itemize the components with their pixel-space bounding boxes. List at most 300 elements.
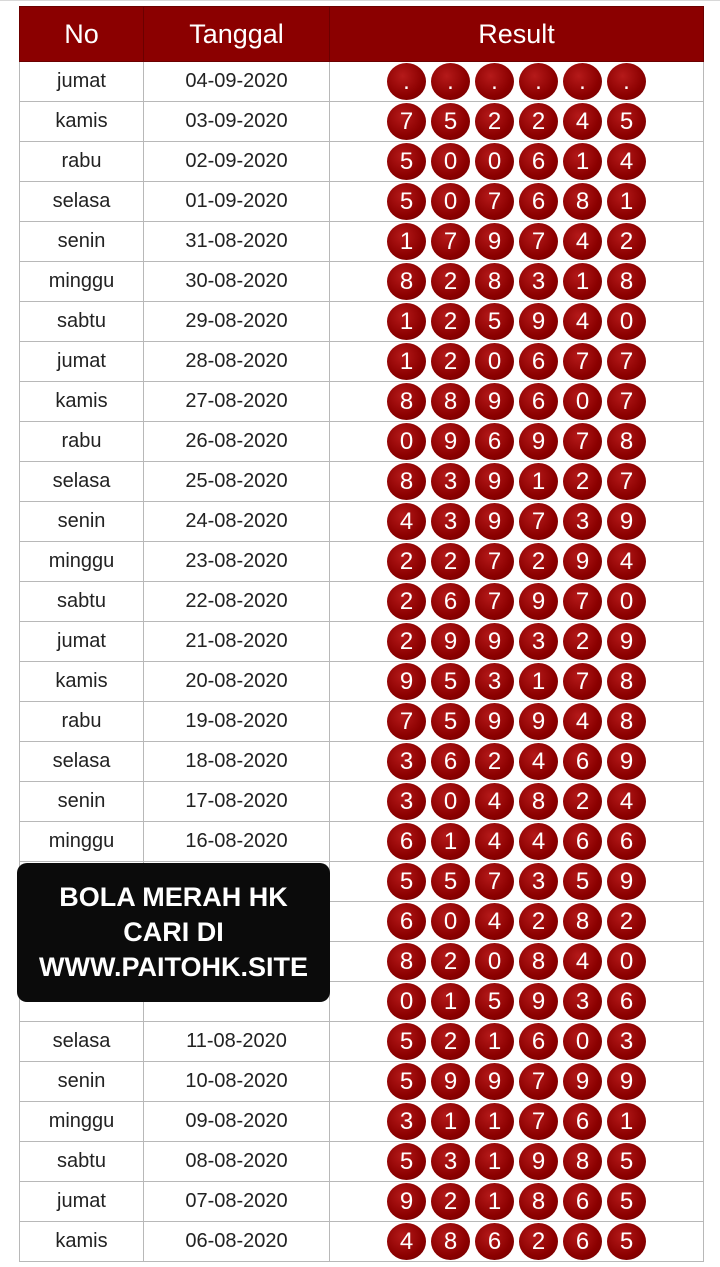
result-ball: 6 — [475, 423, 514, 460]
result-ball: 2 — [431, 263, 470, 300]
table-body — [20, 62, 704, 1262]
table-row — [20, 182, 704, 222]
result-ball: 6 — [387, 903, 426, 940]
result-ball: 3 — [563, 503, 602, 540]
result-ball: 5 — [607, 1223, 646, 1260]
result-ball: 3 — [607, 1023, 646, 1060]
result-ball: 2 — [387, 623, 426, 660]
banner-line-3: WWW.PAITOHK.SITE — [39, 952, 308, 982]
row-date: 27-08-2020 — [144, 382, 330, 422]
row-result — [330, 862, 704, 902]
result-ball: 3 — [431, 463, 470, 500]
result-ball: 6 — [431, 743, 470, 780]
result-ball: 2 — [563, 783, 602, 820]
result-ball: 8 — [431, 1223, 470, 1260]
result-ball: . — [519, 63, 558, 100]
row-date: 21-08-2020 — [144, 622, 330, 662]
result-ball: . — [387, 63, 426, 100]
result-ball: 1 — [607, 1103, 646, 1140]
result-ball: 1 — [563, 263, 602, 300]
row-day: sabtu — [20, 302, 144, 342]
result-ball: 0 — [387, 423, 426, 460]
row-date: 16-08-2020 — [144, 822, 330, 862]
result-ball: 6 — [607, 983, 646, 1020]
result-ball: 5 — [475, 983, 514, 1020]
row-day: jumat — [20, 342, 144, 382]
table-row — [20, 142, 704, 182]
row-result — [330, 542, 704, 582]
result-ball: 8 — [519, 783, 558, 820]
result-ball: 2 — [475, 743, 514, 780]
result-balls — [330, 583, 703, 620]
row-date: 01-09-2020 — [144, 182, 330, 222]
row-day: kamis — [20, 102, 144, 142]
result-ball: 9 — [475, 1063, 514, 1100]
row-result — [330, 422, 704, 462]
result-ball: 4 — [563, 103, 602, 140]
result-ball: 0 — [607, 943, 646, 980]
row-date: 03-09-2020 — [144, 102, 330, 142]
row-date: 23-08-2020 — [144, 542, 330, 582]
result-ball: 8 — [519, 943, 558, 980]
table-row — [20, 62, 704, 102]
result-ball: 1 — [431, 983, 470, 1020]
header-result: Result — [330, 7, 704, 62]
result-ball: 6 — [519, 343, 558, 380]
result-ball: 2 — [519, 1223, 558, 1260]
promo-banner — [17, 863, 330, 1002]
result-ball: 6 — [563, 1223, 602, 1260]
result-ball: 3 — [519, 263, 558, 300]
result-ball: 3 — [387, 743, 426, 780]
row-day: senin — [20, 1062, 144, 1102]
row-result — [330, 382, 704, 422]
row-date: 22-08-2020 — [144, 582, 330, 622]
result-ball: 9 — [387, 663, 426, 700]
result-ball: 2 — [607, 903, 646, 940]
result-ball: 0 — [387, 983, 426, 1020]
result-ball: 8 — [607, 423, 646, 460]
result-ball: 7 — [519, 1063, 558, 1100]
table-row — [20, 822, 704, 862]
result-ball: 3 — [431, 503, 470, 540]
result-ball: 1 — [475, 1183, 514, 1220]
table-row — [20, 262, 704, 302]
result-ball: 5 — [387, 1023, 426, 1060]
table-row — [20, 582, 704, 622]
row-result — [330, 302, 704, 342]
row-result — [330, 222, 704, 262]
result-ball: 2 — [563, 623, 602, 660]
result-ball: 8 — [387, 263, 426, 300]
result-ball: 6 — [387, 823, 426, 860]
result-ball: 9 — [607, 743, 646, 780]
result-ball: 4 — [519, 743, 558, 780]
result-ball: 7 — [387, 703, 426, 740]
row-date: 04-09-2020 — [144, 62, 330, 102]
row-day: jumat — [20, 62, 144, 102]
result-ball: 9 — [431, 423, 470, 460]
table-row — [20, 1182, 704, 1222]
result-ball: 4 — [475, 903, 514, 940]
table-row — [20, 1102, 704, 1142]
row-result — [330, 102, 704, 142]
row-day: kamis — [20, 1222, 144, 1262]
result-ball: 9 — [563, 1063, 602, 1100]
result-ball: 1 — [607, 183, 646, 220]
result-ball: 5 — [431, 863, 470, 900]
result-ball: 8 — [563, 1143, 602, 1180]
row-result — [330, 662, 704, 702]
result-ball: 0 — [431, 183, 470, 220]
result-ball: 4 — [607, 783, 646, 820]
row-date: 08-08-2020 — [144, 1142, 330, 1182]
banner-line-1: BOLA MERAH HK — [59, 882, 288, 912]
result-ball: 1 — [475, 1023, 514, 1060]
result-ball: 1 — [519, 463, 558, 500]
table-row — [20, 422, 704, 462]
result-ball: 1 — [387, 303, 426, 340]
result-ball: 2 — [607, 223, 646, 260]
result-ball: 2 — [387, 583, 426, 620]
result-ball: 5 — [563, 863, 602, 900]
result-ball: 7 — [563, 343, 602, 380]
row-day: selasa — [20, 182, 144, 222]
result-balls — [330, 503, 703, 540]
result-ball: 5 — [431, 663, 470, 700]
result-ball: 9 — [519, 303, 558, 340]
row-day: jumat — [20, 622, 144, 662]
result-balls — [330, 183, 703, 220]
result-ball: 7 — [607, 383, 646, 420]
result-ball: 9 — [475, 623, 514, 660]
result-ball: 4 — [607, 543, 646, 580]
row-result — [330, 582, 704, 622]
result-balls — [330, 303, 703, 340]
table-row — [20, 622, 704, 662]
row-day: sabtu — [20, 1142, 144, 1182]
result-ball: 1 — [475, 1103, 514, 1140]
row-date: 17-08-2020 — [144, 782, 330, 822]
result-ball: 1 — [519, 663, 558, 700]
row-result — [330, 1142, 704, 1182]
result-balls — [330, 983, 703, 1020]
result-ball: 6 — [607, 823, 646, 860]
row-day: senin — [20, 222, 144, 262]
result-ball: 0 — [563, 1023, 602, 1060]
row-day: minggu — [20, 542, 144, 582]
result-ball: 9 — [607, 1063, 646, 1100]
row-result — [330, 942, 704, 982]
result-ball: 5 — [387, 863, 426, 900]
result-balls — [330, 463, 703, 500]
result-ball: 2 — [519, 903, 558, 940]
result-ball: 7 — [607, 343, 646, 380]
result-ball: 8 — [607, 263, 646, 300]
table-row — [20, 502, 704, 542]
row-date: 07-08-2020 — [144, 1182, 330, 1222]
row-result — [330, 182, 704, 222]
result-ball: 0 — [431, 143, 470, 180]
result-balls — [330, 1183, 703, 1220]
result-ball: 9 — [387, 1183, 426, 1220]
result-table — [19, 6, 704, 1262]
result-ball: 7 — [475, 583, 514, 620]
result-ball: 3 — [563, 983, 602, 1020]
result-ball: 8 — [607, 663, 646, 700]
result-ball: 4 — [607, 143, 646, 180]
result-ball: 9 — [519, 423, 558, 460]
result-ball: 8 — [563, 183, 602, 220]
result-ball: 9 — [475, 703, 514, 740]
result-ball: 9 — [519, 583, 558, 620]
result-ball: 2 — [475, 103, 514, 140]
row-day: selasa — [20, 462, 144, 502]
table-row — [20, 1062, 704, 1102]
row-day: rabu — [20, 702, 144, 742]
result-ball: 9 — [519, 1143, 558, 1180]
row-date: 06-08-2020 — [144, 1222, 330, 1262]
result-ball: 3 — [475, 663, 514, 700]
table-row — [20, 742, 704, 782]
result-balls — [330, 823, 703, 860]
result-balls — [330, 1223, 703, 1260]
result-ball: 8 — [519, 1183, 558, 1220]
result-ball: 9 — [607, 503, 646, 540]
row-day: kamis — [20, 382, 144, 422]
result-balls — [330, 663, 703, 700]
result-ball: 8 — [387, 943, 426, 980]
result-ball: 8 — [475, 263, 514, 300]
row-date: 20-08-2020 — [144, 662, 330, 702]
result-ball: 4 — [387, 1223, 426, 1260]
table-row — [20, 1222, 704, 1262]
result-ball: 5 — [475, 303, 514, 340]
result-ball: 0 — [563, 383, 602, 420]
result-ball: 1 — [387, 223, 426, 260]
header-date: Tanggal — [144, 7, 330, 62]
result-ball: 7 — [475, 183, 514, 220]
result-ball: 7 — [475, 543, 514, 580]
result-balls — [330, 1023, 703, 1060]
result-ball: 6 — [563, 1103, 602, 1140]
result-ball: 9 — [607, 863, 646, 900]
row-date: 24-08-2020 — [144, 502, 330, 542]
row-day: sabtu — [20, 582, 144, 622]
table-row — [20, 782, 704, 822]
result-ball: 8 — [563, 903, 602, 940]
result-ball: 2 — [431, 1183, 470, 1220]
result-ball: 4 — [475, 823, 514, 860]
row-date: 02-09-2020 — [144, 142, 330, 182]
result-ball: 4 — [475, 783, 514, 820]
table-row — [20, 302, 704, 342]
result-ball: 5 — [607, 1183, 646, 1220]
row-result — [330, 622, 704, 662]
table-row — [20, 1142, 704, 1182]
result-ball: 9 — [607, 623, 646, 660]
result-ball: . — [475, 63, 514, 100]
result-ball: 9 — [519, 983, 558, 1020]
row-result — [330, 502, 704, 542]
result-ball: 0 — [431, 903, 470, 940]
row-result — [330, 342, 704, 382]
table-row — [20, 702, 704, 742]
row-day: senin — [20, 502, 144, 542]
result-balls — [330, 423, 703, 460]
result-ball: 1 — [431, 823, 470, 860]
row-date: 26-08-2020 — [144, 422, 330, 462]
result-ball: 1 — [387, 343, 426, 380]
result-ball: 5 — [387, 143, 426, 180]
result-ball: 6 — [563, 1183, 602, 1220]
result-ball: 4 — [563, 943, 602, 980]
row-day: minggu — [20, 1102, 144, 1142]
result-ball: 3 — [519, 623, 558, 660]
result-ball: 5 — [607, 103, 646, 140]
row-day: jumat — [20, 1182, 144, 1222]
table-row — [20, 382, 704, 422]
result-ball: 4 — [563, 703, 602, 740]
result-ball: 0 — [475, 943, 514, 980]
result-ball: 7 — [475, 863, 514, 900]
row-day: minggu — [20, 822, 144, 862]
result-ball: 2 — [431, 303, 470, 340]
result-ball: 7 — [563, 423, 602, 460]
row-day: rabu — [20, 422, 144, 462]
result-ball: 7 — [607, 463, 646, 500]
result-ball: 5 — [387, 183, 426, 220]
result-ball: 5 — [431, 703, 470, 740]
result-balls — [330, 223, 703, 260]
row-result — [330, 1182, 704, 1222]
result-ball: 8 — [387, 383, 426, 420]
row-result — [330, 1062, 704, 1102]
result-balls — [330, 1063, 703, 1100]
result-ball: 2 — [431, 1023, 470, 1060]
table-row — [20, 342, 704, 382]
table-row — [20, 1022, 704, 1062]
result-balls — [330, 903, 703, 940]
result-balls — [330, 103, 703, 140]
result-ball: 9 — [475, 503, 514, 540]
result-ball: 9 — [519, 703, 558, 740]
result-ball: 1 — [431, 1103, 470, 1140]
row-result — [330, 702, 704, 742]
result-ball: 8 — [387, 463, 426, 500]
row-date: 09-08-2020 — [144, 1102, 330, 1142]
result-balls — [330, 343, 703, 380]
result-ball: 0 — [475, 343, 514, 380]
row-day: senin — [20, 782, 144, 822]
row-date: 11-08-2020 — [144, 1022, 330, 1062]
result-ball: 3 — [519, 863, 558, 900]
row-result — [330, 742, 704, 782]
table-row — [20, 542, 704, 582]
row-day: selasa — [20, 742, 144, 782]
row-result — [330, 62, 704, 102]
result-ball: 6 — [563, 743, 602, 780]
row-day: rabu — [20, 142, 144, 182]
row-day: minggu — [20, 262, 144, 302]
row-day: kamis — [20, 662, 144, 702]
row-date: 10-08-2020 — [144, 1062, 330, 1102]
result-ball: 2 — [431, 943, 470, 980]
result-ball: 1 — [475, 1143, 514, 1180]
result-balls — [330, 143, 703, 180]
result-ball: 5 — [607, 1143, 646, 1180]
table-row — [20, 662, 704, 702]
result-ball: 5 — [431, 103, 470, 140]
header-no: No — [20, 7, 144, 62]
row-result — [330, 262, 704, 302]
result-ball: 3 — [387, 783, 426, 820]
result-balls — [330, 783, 703, 820]
row-result — [330, 1222, 704, 1262]
result-ball: 9 — [475, 463, 514, 500]
result-ball: 5 — [387, 1063, 426, 1100]
row-result — [330, 782, 704, 822]
result-ball: 0 — [607, 583, 646, 620]
result-balls — [330, 863, 703, 900]
banner-line-2: CARI DI — [123, 917, 224, 947]
result-balls — [330, 63, 703, 100]
result-ball: 2 — [387, 543, 426, 580]
result-ball: 2 — [431, 543, 470, 580]
result-ball: 0 — [431, 783, 470, 820]
result-ball: 4 — [519, 823, 558, 860]
result-balls — [330, 623, 703, 660]
result-ball: 5 — [387, 1143, 426, 1180]
result-ball: 6 — [519, 183, 558, 220]
result-ball: 3 — [387, 1103, 426, 1140]
result-ball: 7 — [519, 503, 558, 540]
result-balls — [330, 1143, 703, 1180]
result-ball: 6 — [431, 583, 470, 620]
result-ball: . — [431, 63, 470, 100]
result-ball: 4 — [563, 223, 602, 260]
row-date: 31-08-2020 — [144, 222, 330, 262]
result-ball: 7 — [519, 1103, 558, 1140]
result-ball: 9 — [431, 1063, 470, 1100]
result-ball: 9 — [475, 223, 514, 260]
result-ball: 2 — [519, 103, 558, 140]
row-date: 29-08-2020 — [144, 302, 330, 342]
result-ball: 4 — [563, 303, 602, 340]
result-ball: 6 — [519, 383, 558, 420]
result-ball: 6 — [519, 143, 558, 180]
row-result — [330, 1022, 704, 1062]
result-ball: 2 — [431, 343, 470, 380]
row-date: 30-08-2020 — [144, 262, 330, 302]
result-ball: 1 — [563, 143, 602, 180]
row-date: 19-08-2020 — [144, 702, 330, 742]
result-ball: . — [607, 63, 646, 100]
row-date: 18-08-2020 — [144, 742, 330, 782]
result-ball: 6 — [475, 1223, 514, 1260]
result-ball: 2 — [519, 543, 558, 580]
result-balls — [330, 1103, 703, 1140]
table-row — [20, 222, 704, 262]
result-balls — [330, 703, 703, 740]
result-ball: 0 — [607, 303, 646, 340]
result-ball: 7 — [563, 663, 602, 700]
result-ball: 7 — [563, 583, 602, 620]
result-ball: 2 — [563, 463, 602, 500]
row-date: 25-08-2020 — [144, 462, 330, 502]
row-result — [330, 822, 704, 862]
result-ball: 0 — [475, 143, 514, 180]
